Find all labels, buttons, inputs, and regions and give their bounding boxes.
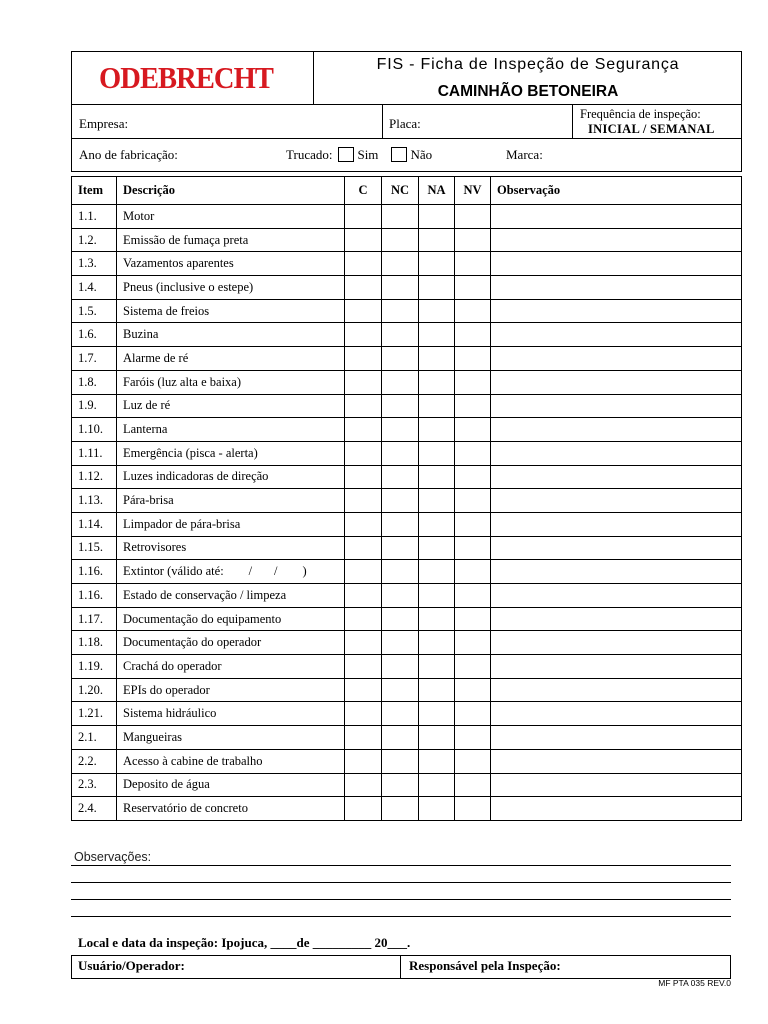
table-row [72,418,742,442]
row-nv-cell[interactable] [455,370,491,394]
row-description: Mangueiras [117,726,345,750]
usuario-field[interactable]: Usuário/Operador: [78,958,185,973]
row-description: Lanterna [117,418,345,442]
row-nc-cell[interactable] [382,560,419,584]
form-code: MF PTA 035 REV.0 [658,978,731,988]
row-nv-cell[interactable] [455,560,491,584]
row-na-cell[interactable] [419,702,455,726]
row-item: 1.15. [72,536,117,560]
row-c-cell[interactable] [345,394,382,418]
row-description: Estado de conservação / limpeza [117,584,345,608]
row-description: EPIs do operador [117,678,345,702]
table-row [72,228,742,252]
row-nv-cell[interactable] [455,536,491,560]
row-item: 1.17. [72,607,117,631]
row-item: 1.12. [72,465,117,489]
table-row [72,749,742,773]
row-observation-cell[interactable] [491,347,742,371]
row-c-cell[interactable] [345,370,382,394]
row-item: 1.7. [72,347,117,371]
row-item: 1.20. [72,678,117,702]
row-na-cell[interactable] [419,418,455,442]
row-description: Retrovisores [117,536,345,560]
row-item: 2.2. [72,749,117,773]
table-row [72,584,742,608]
row-nc-cell[interactable] [382,702,419,726]
row-na-cell[interactable] [419,560,455,584]
row-nc-cell[interactable] [382,228,419,252]
row-description: Faróis (luz alta e baixa) [117,370,345,394]
row-c-cell[interactable] [345,560,382,584]
row-observation-cell[interactable] [491,512,742,536]
row-observation-cell[interactable] [491,323,742,347]
row-nc-cell[interactable] [382,655,419,679]
row-c-cell[interactable] [345,347,382,371]
row-description: Crachá do operador [117,655,345,679]
signature-divider [400,955,401,979]
table-row [72,370,742,394]
row-c-cell[interactable] [345,252,382,276]
row-observation-cell[interactable] [491,370,742,394]
row-na-cell[interactable] [419,252,455,276]
row-nv-cell[interactable] [455,299,491,323]
row-item: 1.21. [72,702,117,726]
row-nc-cell[interactable] [382,773,419,797]
row-description: Motor [117,205,345,229]
row-item: 1.10. [72,418,117,442]
form-title: FIS - Ficha de Inspeção de Segurança [376,56,680,73]
row-observation-cell[interactable] [491,228,742,252]
row-description: Reservatório de concreto [117,797,345,821]
ano-field[interactable]: Ano de fabricação: [79,147,178,162]
observacoes-label: Observações: [74,850,152,864]
row-description: Emissão de fumaça preta [117,228,345,252]
row-na-cell[interactable] [419,299,455,323]
row-na-cell[interactable] [419,797,455,821]
row-nv-cell[interactable] [455,512,491,536]
row-item: 1.14. [72,512,117,536]
row-nc-cell[interactable] [382,749,419,773]
col-obs-header: Observação [491,177,742,205]
row-nc-cell[interactable] [382,631,419,655]
row-nv-cell[interactable] [455,205,491,229]
row-nv-cell[interactable] [455,394,491,418]
row-description: Documentação do equipamento [117,607,345,631]
table-row [72,465,742,489]
row-na-cell[interactable] [419,678,455,702]
col-c-header: C [345,177,382,205]
table-row [72,678,742,702]
row-nc-cell[interactable] [382,205,419,229]
row-c-cell[interactable] [345,418,382,442]
row-nv-cell[interactable] [455,228,491,252]
frequency-label: Frequência de inspeção: [580,107,701,121]
trucado-nao-label: Não [410,147,433,162]
table-row [72,489,742,513]
row-na-cell[interactable] [419,370,455,394]
row-nc-cell[interactable] [382,797,419,821]
col-item-header: Item [72,177,117,205]
row-nv-cell[interactable] [455,584,491,608]
row-c-cell[interactable] [345,465,382,489]
row-na-cell[interactable] [419,726,455,750]
row-observation-cell[interactable] [491,418,742,442]
row-item: 1.18. [72,631,117,655]
row-na-cell[interactable] [419,276,455,300]
row-nv-cell[interactable] [455,797,491,821]
row-description: Sistema de freios [117,299,345,323]
row-description: Acesso à cabine de trabalho [117,749,345,773]
table-row [72,252,742,276]
row-item: 1.16. [72,584,117,608]
table-row [72,607,742,631]
trucado-nao-checkbox[interactable] [391,147,407,162]
row-c-cell[interactable] [345,584,382,608]
row-c-cell[interactable] [345,276,382,300]
col-nv-header: NV [455,177,491,205]
trucado-sim-label: Sim [357,147,379,162]
row-na-cell[interactable] [419,228,455,252]
row-observation-cell[interactable] [491,678,742,702]
row-nc-cell[interactable] [382,678,419,702]
form-subtitle: CAMINHÃO BETONEIRA [437,83,619,100]
row-na-cell[interactable] [419,489,455,513]
row-c-cell[interactable] [345,299,382,323]
row-observation-cell[interactable] [491,726,742,750]
row-c-cell[interactable] [345,678,382,702]
row-description: Alarme de ré [117,347,345,371]
row-item: 2.4. [72,797,117,821]
row-nc-cell[interactable] [382,418,419,442]
row-na-cell[interactable] [419,749,455,773]
row-observation-cell[interactable] [491,394,742,418]
table-row [72,441,742,465]
row-c-cell[interactable] [345,489,382,513]
row-observation-cell[interactable] [491,797,742,821]
row-item: 1.2. [72,228,117,252]
row-description: Vazamentos aparentes [117,252,345,276]
info-divider-1 [382,104,383,139]
row-item: 1.9. [72,394,117,418]
placa-field[interactable]: Placa: [389,116,421,131]
row-description: Luz de ré [117,394,345,418]
row-nv-cell[interactable] [455,276,491,300]
inspection-table [71,176,742,821]
row-nv-cell[interactable] [455,655,491,679]
row-nv-cell[interactable] [455,323,491,347]
row-nc-cell[interactable] [382,536,419,560]
row-c-cell[interactable] [345,702,382,726]
row-item: 1.1. [72,205,117,229]
obs-line-2[interactable] [71,882,731,883]
row-description: Limpador de pára-brisa [117,512,345,536]
row-observation-cell[interactable] [491,584,742,608]
row-na-cell[interactable] [419,323,455,347]
row-nv-cell[interactable] [455,441,491,465]
row-nc-cell[interactable] [382,347,419,371]
obs-line-1[interactable] [71,865,731,866]
row-item: 1.5. [72,299,117,323]
row-nv-cell[interactable] [455,252,491,276]
local-data-line: Local e data da inspeção: Ipojuca, ____de _________ 20___. [78,935,411,950]
row-c-cell[interactable] [345,536,382,560]
obs-line-3[interactable] [71,899,731,900]
table-row [72,536,742,560]
row-observation-cell[interactable] [491,655,742,679]
row-na-cell[interactable] [419,441,455,465]
row-c-cell[interactable] [345,726,382,750]
row-item: 1.13. [72,489,117,513]
row-c-cell[interactable] [345,607,382,631]
row-nc-cell[interactable] [382,584,419,608]
row-nv-cell[interactable] [455,607,491,631]
row-description: Extintor (válido até: / / ) [117,560,345,584]
row-nv-cell[interactable] [455,726,491,750]
row-observation-cell[interactable] [491,252,742,276]
row-nc-cell[interactable] [382,276,419,300]
row-nc-cell[interactable] [382,607,419,631]
row-item: 2.3. [72,773,117,797]
row-observation-cell[interactable] [491,441,742,465]
row-description: Documentação do operador [117,631,345,655]
row-nv-cell[interactable] [455,749,491,773]
table-row [72,773,742,797]
row-nc-cell[interactable] [382,489,419,513]
row-description: Pára-brisa [117,489,345,513]
row-nv-cell[interactable] [455,347,491,371]
row-nv-cell[interactable] [455,465,491,489]
col-na-header: NA [419,177,455,205]
row-c-cell[interactable] [345,228,382,252]
row-observation-cell[interactable] [491,299,742,323]
table-row [72,323,742,347]
table-row [72,702,742,726]
row-na-cell[interactable] [419,465,455,489]
table-row [72,512,742,536]
empresa-field[interactable]: Empresa: [79,116,129,131]
row-c-cell[interactable] [345,205,382,229]
responsavel-field[interactable]: Responsável pela Inspeção: [409,958,561,973]
table-row [72,394,742,418]
row-na-cell[interactable] [419,205,455,229]
company-logo: ODEBRECHT [99,60,273,95]
table-row [72,560,742,584]
table-row [72,631,742,655]
table-row [72,276,742,300]
row-observation-cell[interactable] [491,465,742,489]
row-observation-cell[interactable] [491,702,742,726]
row-nc-cell[interactable] [382,252,419,276]
row-nv-cell[interactable] [455,418,491,442]
row-c-cell[interactable] [345,655,382,679]
col-nc-header: NC [382,177,419,205]
row-nc-cell[interactable] [382,370,419,394]
row-item: 1.3. [72,252,117,276]
row-na-cell[interactable] [419,607,455,631]
row-na-cell[interactable] [419,536,455,560]
row-nc-cell[interactable] [382,465,419,489]
trucado-sim-checkbox[interactable] [338,147,354,162]
row-na-cell[interactable] [419,655,455,679]
row-item: 1.6. [72,323,117,347]
row-item: 2.1. [72,726,117,750]
row-nc-cell[interactable] [382,441,419,465]
row-c-cell[interactable] [345,631,382,655]
row-observation-cell[interactable] [491,607,742,631]
row-na-cell[interactable] [419,394,455,418]
row-item: 1.4. [72,276,117,300]
obs-line-4[interactable] [71,916,731,917]
row-nv-cell[interactable] [455,678,491,702]
row-na-cell[interactable] [419,631,455,655]
marca-field[interactable]: Marca: [506,147,543,162]
row-description: Pneus (inclusive o estepe) [117,276,345,300]
row-description: Luzes indicadoras de direção [117,465,345,489]
row-na-cell[interactable] [419,584,455,608]
row-observation-cell[interactable] [491,631,742,655]
row-item: 1.8. [72,370,117,394]
row-observation-cell[interactable] [491,536,742,560]
row-item: 1.19. [72,655,117,679]
table-row [72,347,742,371]
row-nv-cell[interactable] [455,631,491,655]
table-header-row [72,177,742,205]
table-row [72,655,742,679]
row-observation-cell[interactable] [491,489,742,513]
row-na-cell[interactable] [419,347,455,371]
table-row [72,205,742,229]
row-nc-cell[interactable] [382,323,419,347]
row-observation-cell[interactable] [491,276,742,300]
row-nv-cell[interactable] [455,489,491,513]
table-row [72,299,742,323]
row-nc-cell[interactable] [382,394,419,418]
frequency-value: INICIAL / SEMANAL [588,122,715,136]
row-c-cell[interactable] [345,512,382,536]
table-row [72,797,742,821]
row-c-cell[interactable] [345,323,382,347]
row-item: 1.11. [72,441,117,465]
row-nc-cell[interactable] [382,299,419,323]
row-c-cell[interactable] [345,749,382,773]
row-item: 1.16. [72,560,117,584]
row-observation-cell[interactable] [491,205,742,229]
row-nc-cell[interactable] [382,512,419,536]
col-desc-header: Descrição [117,177,345,205]
row-na-cell[interactable] [419,512,455,536]
row-description: Buzina [117,323,345,347]
row-na-cell[interactable] [419,773,455,797]
table-row [72,726,742,750]
row-c-cell[interactable] [345,441,382,465]
info-divider-2 [572,104,573,139]
row-observation-cell[interactable] [491,773,742,797]
row-observation-cell[interactable] [491,749,742,773]
row-c-cell[interactable] [345,773,382,797]
row-nc-cell[interactable] [382,726,419,750]
row-nv-cell[interactable] [455,702,491,726]
trucado-label: Trucado: [286,147,333,162]
trucado-group [286,147,432,163]
row-description: Emergência (pisca - alerta) [117,441,345,465]
row-c-cell[interactable] [345,797,382,821]
row-description: Deposito de água [117,773,345,797]
row-nv-cell[interactable] [455,773,491,797]
row-description: Sistema hidráulico [117,702,345,726]
row-observation-cell[interactable] [491,560,742,584]
